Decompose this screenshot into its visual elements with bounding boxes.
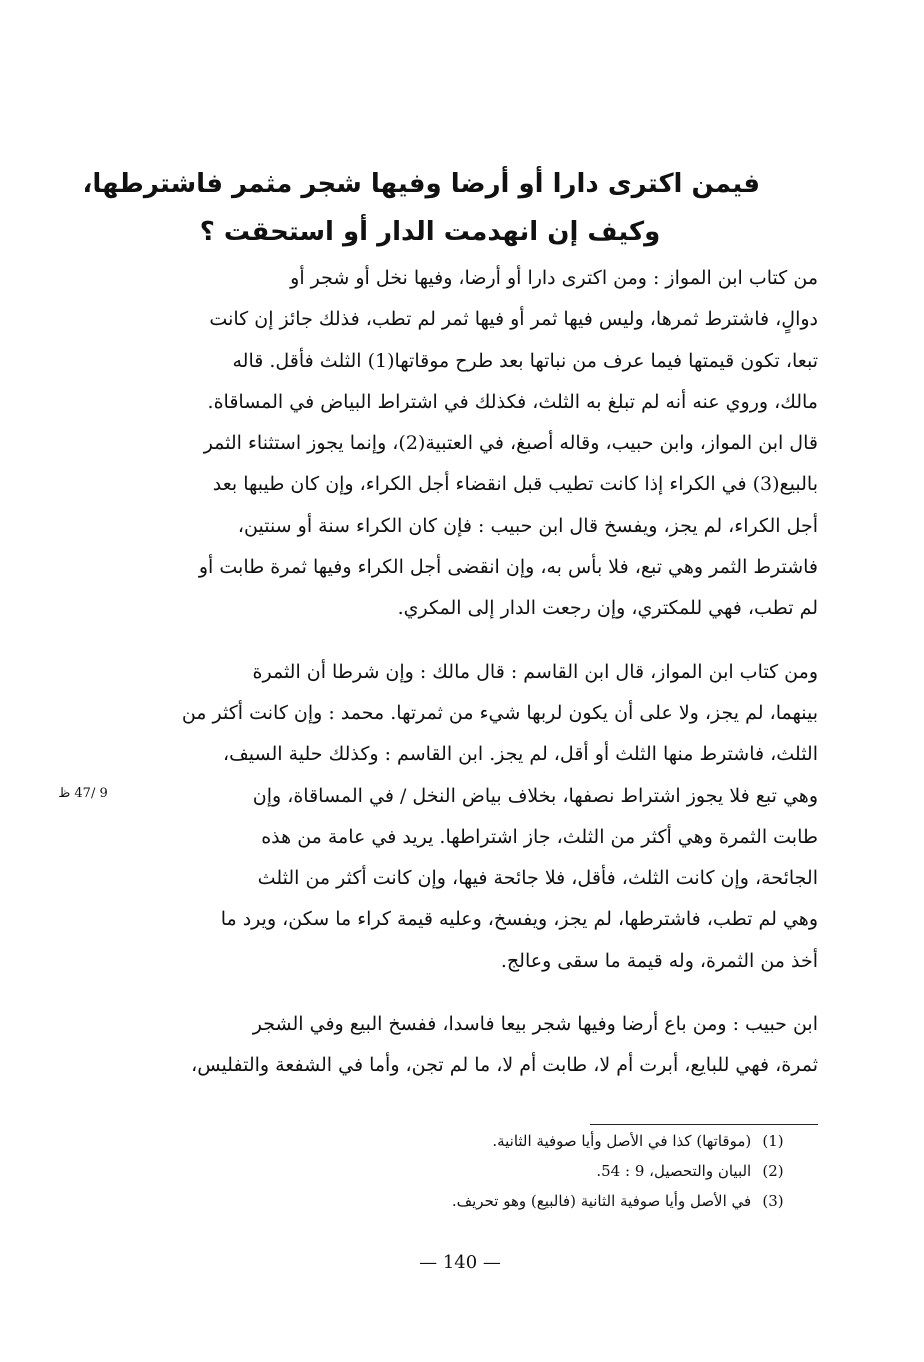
footnotes [300, 1126, 790, 1216]
footnote [300, 1126, 790, 1156]
footnote-separator [590, 1124, 818, 1125]
text-line: وهي لم تطب، فاشترطها، لم يجز، ويفسخ، وعليه قيمة كراء ما سكن، ويرد ما [220, 908, 818, 931]
text-line: لم تطب، فهي للمكتري، وإن رجعت الدار إلى المكري. [397, 597, 818, 620]
footnote-text: (موقاتها) كذا في الأصل وأيا صوفية الثانية. [492, 1132, 752, 1150]
heading-line-2: وكيف إن انهدمت الدار أو استحقت ؟ [199, 217, 661, 247]
text-line: تبعا، تكون قيمتها فيما عرف من نباتها بعد طرح موقاتها(1) الثلث فأقل. قاله [232, 349, 818, 372]
chapter-heading [82, 160, 760, 256]
text-line: فاشترط الثمر وهي تبع، فلا بأس به، وإن انقضى أجل الكراء وفيها ثمرة طابت أو [198, 556, 818, 579]
text-line: بينهما، لم يجز، ولا على أن يكون لربها شيء من ثمرتها. محمد : وإن كانت أكثر من [181, 701, 818, 724]
footnote [300, 1156, 790, 1186]
text-line: مالك، وروي عنه أنه لم تبلغ به الثلث، فكذلك في اشتراط البياض في المساقاة. [207, 390, 818, 413]
text-line: طابت الثمرة وهي أكثر من الثلث، جاز اشتراطها. يريد في عامة من هذه [261, 825, 818, 848]
page-number: — 140 — [419, 1252, 501, 1273]
text-line: بالبيع(3) في الكراء إذا كانت تطيب قبل انقضاء أجل الكراء، وإن كان طيبها بعد [212, 473, 818, 496]
footnote-text: في الأصل وأيا صوفية الثانية (فالبيع) وهو تحريف. [451, 1192, 752, 1210]
text-line: أخذ من الثمرة، وله قيمة ما سقى وعالج. [500, 949, 818, 972]
heading-line-1: فيمن اكترى دارا أو أرضا وفيها شجر مثمر فاشترطها، [82, 169, 760, 199]
text-line: ومن كتاب ابن المواز، قال ابن القاسم : قال مالك : وإن شرطا أن الثمرة [252, 660, 818, 683]
footnote [300, 1186, 790, 1216]
footnote-number: (3) [762, 1192, 784, 1210]
text-line: ابن حبيب : ومن باع أرضا وفيها شجر بيعا فاسدا، ففسخ البيع وفي الشجر [252, 1013, 818, 1036]
body-text [130, 258, 818, 1087]
footnote-number: (2) [762, 1162, 784, 1180]
text-line: وهي تبع فلا يجوز اشتراط نصفها، بخلاف بياض النخل / في المساقاة، وإن [252, 784, 818, 807]
paragraph-2 [130, 652, 818, 982]
footnote-text: البيان والتحصيل، 9 : 54. [596, 1162, 752, 1180]
text-line: الجائحة، وإن كانت الثلث، فأقل، فلا جائحة فيها، وإن كانت أكثر من الثلث [257, 867, 818, 890]
text-line: الثلث، فاشترط منها الثلث أو أقل، لم يجز. ابن القاسم : وكذلك حلية السيف، [223, 743, 818, 766]
footnote-number: (1) [762, 1132, 784, 1150]
text-line: من كتاب ابن المواز : ومن اكترى دارا أو أرضا، وفيها نخل أو شجر أو [290, 267, 818, 289]
text-line: قال ابن المواز، وابن حبيب، وقاله أصبغ، في العتبية(2)، وإنما يجوز استثناء الثمر [203, 432, 818, 455]
text-line: دوالٍ، فاشترط ثمرها، وليس فيها ثمر أو فيها ثمر لم تطب، فذلك جائز إن كانت [209, 308, 818, 331]
text-line: ثمرة، فهي للبايع، أبرت أم لا، طابت أم لا، ما لم تجن، وأما في الشفعة والتفليس، [191, 1054, 818, 1077]
paragraph-1 [130, 258, 818, 630]
paragraph-3 [130, 1004, 818, 1087]
manuscript-folio-note: 9 /47 ظ [58, 786, 108, 801]
text-line: أجل الكراء، لم يجز، ويفسخ قال ابن حبيب : فإن كان الكراء سنة أو سنتين، [237, 514, 818, 537]
